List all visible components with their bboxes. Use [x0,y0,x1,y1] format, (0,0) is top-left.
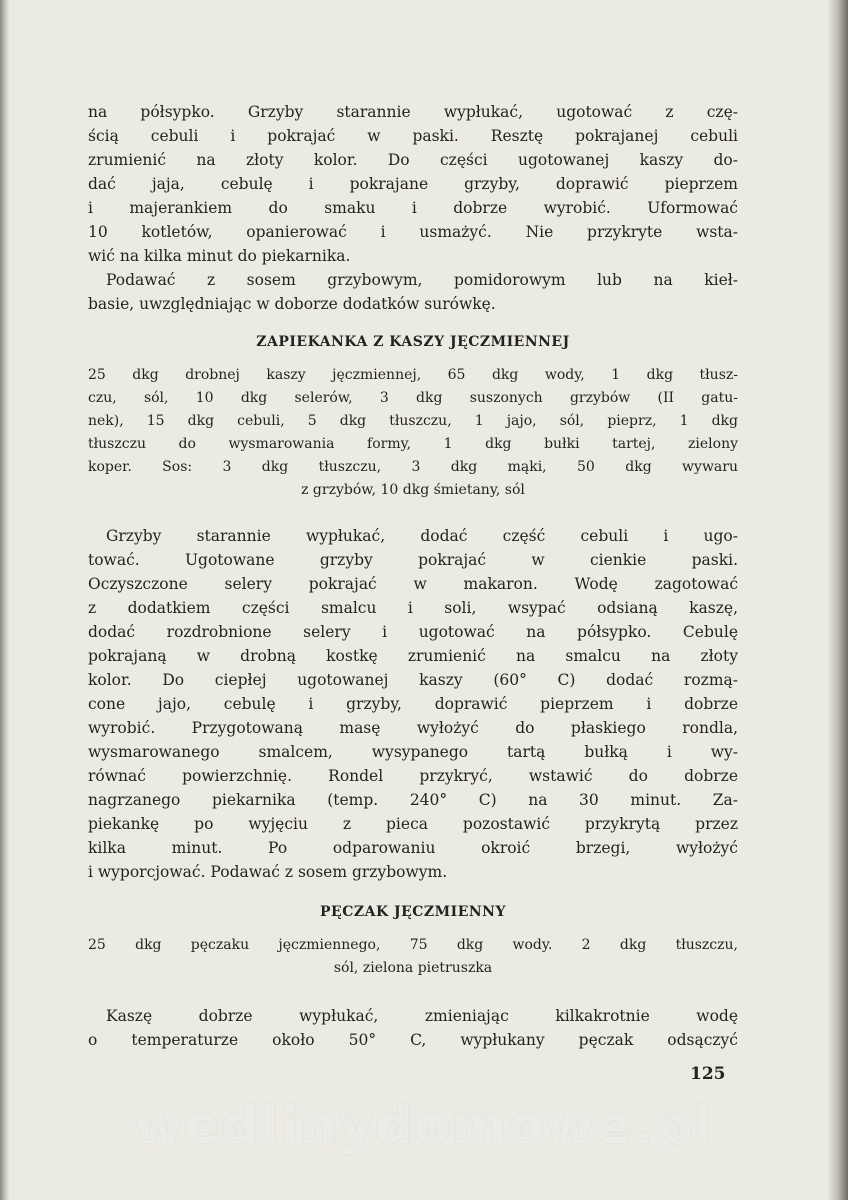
ingredient-line: tłuszczu do wysmarowania formy, 1 dkg bułki tartej, zielony [88,436,738,452]
ingredients-list [88,364,738,502]
text-line: Oczyszczone selery pokrajać w makaron. Wodę zagotować [88,575,738,593]
text-line: wić na kilka minut do piekarnika. [88,247,351,265]
page-edge-right [828,0,848,1200]
text-line: ścią cebuli i pokrajać w paski. Resztę pokrajanej cebuli [88,127,738,145]
text-line: cone jajo, cebulę i grzyby, doprawić pieprzem i dobrze [88,695,738,713]
page-edge-left [0,0,9,1200]
ingredient-line: czu, sól, 10 dkg selerów, 3 dkg suszonych grzybów (II gatu- [88,390,738,406]
text-line: piekankę po wyjęciu z pieca pozostawić przykrytą przez [88,815,738,833]
text-line: dodać rozdrobnione selery i ugotować na półsypko. Cebulę [88,623,738,641]
method-paragraph [88,524,738,884]
watermark: wedlinydomowe.pl [133,1096,715,1156]
text-line: i majerankiem do smaku i dobrze wyrobić. Uformować [88,199,738,217]
text-line: równać powierzchnię. Rondel przykryć, wstawić do dobrze [88,767,738,785]
serving-paragraph [88,268,738,316]
method-paragraph [88,1004,738,1052]
text-line: o temperaturze około 50° C, wypłukany pęczak odsączyć [88,1031,738,1049]
ingredient-line: 25 dkg drobnej kaszy jęczmiennej, 65 dkg wody, 1 dkg tłusz- [88,367,738,383]
text-line: Kaszę dobrze wypłukać, zmieniając kilkakrotnie wodę [106,1007,738,1025]
ingredient-line: koper. Sos: 3 dkg tłuszczu, 3 dkg mąki, 50 dkg wywaru [88,459,738,475]
ingredient-line: nek), 15 dkg cebuli, 5 dkg tłuszczu, 1 jajo, sól, pieprz, 1 dkg [88,413,738,429]
text-line: 10 kotletów, opanierować i usmażyć. Nie przykryte wsta- [88,223,738,241]
text-line: wyrobić. Przygotowaną masę wyłożyć do płaskiego rondla, [88,719,738,737]
text-line: nagrzanego piekarnika (temp. 240° C) na 30 minut. Za- [88,791,738,809]
text-line: Podawać z sosem grzybowym, pomidorowym lub na kieł- [106,271,738,289]
intro-paragraph [88,100,738,268]
text-line: basie, uwzględniając w doborze dodatków surówkę. [88,295,496,313]
ingredient-line: 25 dkg pęczaku jęczmiennego, 75 dkg wody. 2 dkg tłuszczu, [88,937,738,953]
text-line: na półsypko. Grzyby starannie wypłukać, ugotować z czę- [88,103,738,121]
ingredients-list [88,934,738,980]
text-line: wysmarowanego smalcem, wysypanego tartą bułką i wy- [88,743,738,761]
text-line: zrumienić na złoty kolor. Do części ugotowanej kaszy do- [88,151,738,169]
recipe-title: PĘCZAK JĘCZMIENNY [320,904,506,920]
text-line: i wyporcjować. Podawać z sosem grzybowym. [88,863,448,881]
book-page [88,100,738,1052]
text-line: kilka minut. Po odparowaniu okroić brzegi, wyłożyć [88,839,738,857]
text-line: pokrajaną w drobną kostkę zrumienić na smalcu na złoty [88,647,738,665]
page-number: 125 [690,1064,726,1084]
text-line: tować. Ugotowane grzyby pokrajać w cienkie paski. [88,551,738,569]
text-line: Grzyby starannie wypłukać, dodać część cebuli i ugo- [106,527,738,545]
recipe-title: ZAPIEKANKA Z KASZY JĘCZMIENNEJ [256,334,570,350]
text-line: kolor. Do ciepłej ugotowanej kaszy (60° C) dodać rozmą- [88,671,738,689]
ingredient-line: z grzybów, 10 dkg śmietany, sól [301,482,525,498]
text-line: dać jaja, cebulę i pokrajane grzyby, doprawić pieprzem [88,175,738,193]
ingredient-line: sól, zielona pietruszka [333,960,493,976]
text-line: z dodatkiem części smalcu i soli, wsypać odsianą kaszę, [88,599,738,617]
